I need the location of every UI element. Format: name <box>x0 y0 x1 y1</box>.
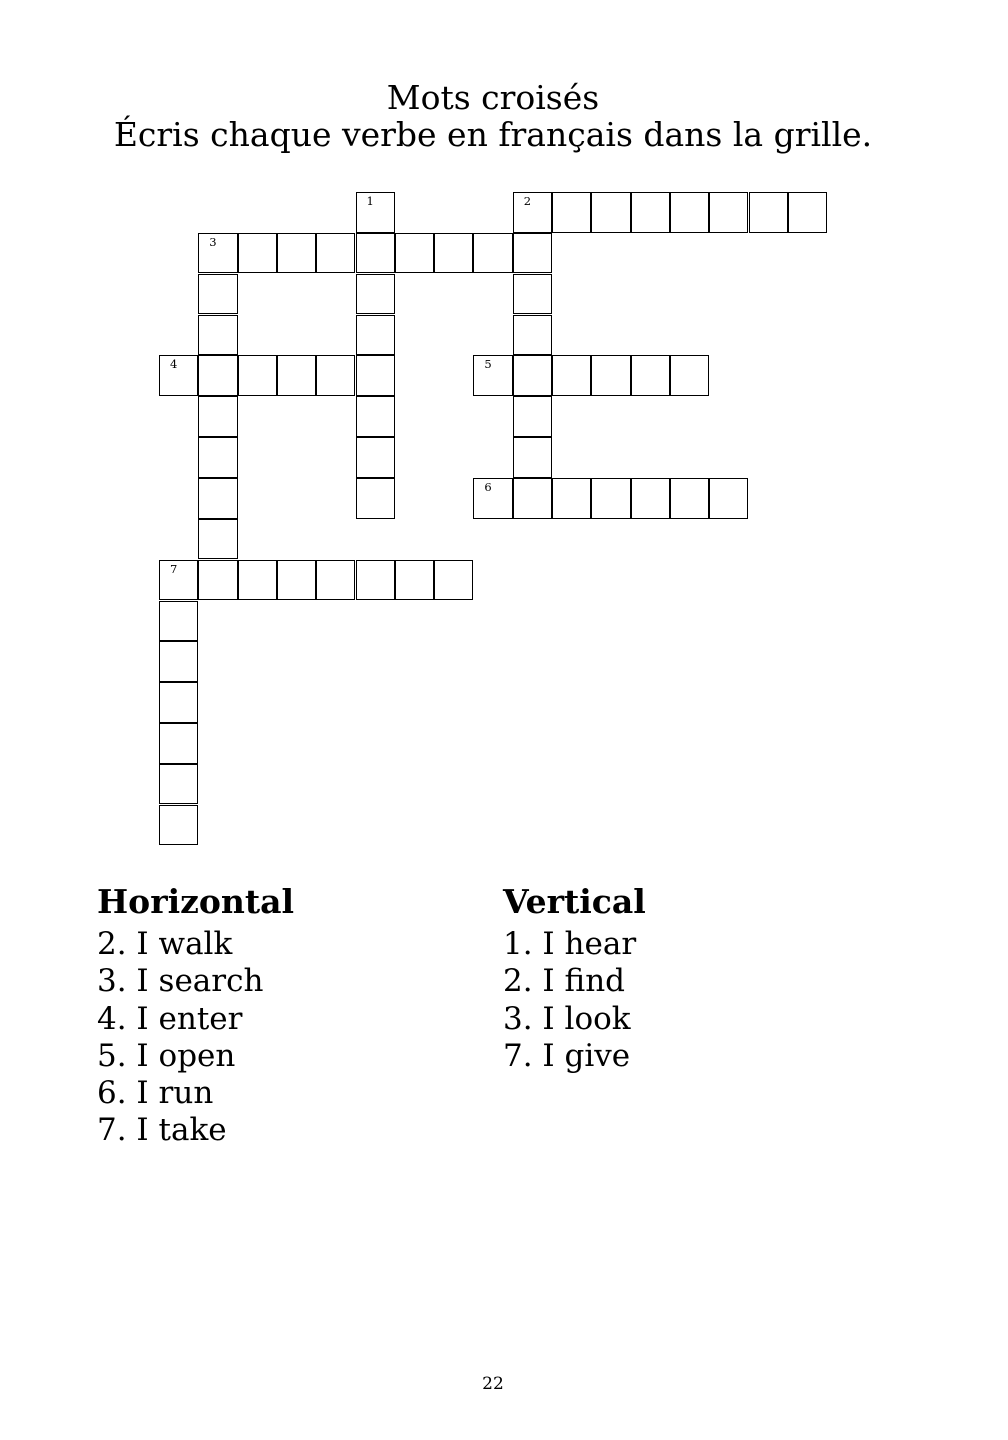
down-heading: Vertical <box>503 882 646 921</box>
grid-cell[interactable] <box>316 355 355 396</box>
grid-cell[interactable] <box>198 274 237 315</box>
grid-cell[interactable] <box>277 233 316 274</box>
grid-cell[interactable] <box>198 519 237 560</box>
grid-cell[interactable] <box>552 478 591 519</box>
across-clues <box>97 884 294 1150</box>
grid-cell[interactable] <box>198 315 237 356</box>
grid-cell[interactable] <box>238 355 277 396</box>
grid-cell[interactable] <box>513 192 552 233</box>
down-clue: 2. I find <box>503 963 626 1000</box>
grid-cell[interactable] <box>709 192 748 233</box>
grid-cell[interactable] <box>631 478 670 519</box>
grid-cell[interactable] <box>159 682 198 723</box>
grid-cell[interactable] <box>591 478 630 519</box>
grid-cell[interactable] <box>159 764 198 805</box>
grid-cell[interactable] <box>473 355 512 396</box>
grid-cell[interactable] <box>356 274 395 315</box>
clue-number: 4 <box>170 357 178 372</box>
instructions: Écris chaque verbe en français dans la grille. <box>113 115 873 154</box>
across-clue: 7. I take <box>97 1112 227 1149</box>
down-clue: 7. I give <box>503 1037 631 1074</box>
grid-cell[interactable] <box>434 233 473 274</box>
grid-cell[interactable] <box>356 560 395 601</box>
grid-cell[interactable] <box>316 560 355 601</box>
grid-cell[interactable] <box>513 274 552 315</box>
grid-cell[interactable] <box>434 560 473 601</box>
grid-cell[interactable] <box>513 437 552 478</box>
grid-cell[interactable] <box>591 355 630 396</box>
grid-cell[interactable] <box>356 233 395 274</box>
down-clue: 3. I look <box>503 1000 631 1037</box>
across-clue: 2. I walk <box>97 926 233 962</box>
grid-cell[interactable] <box>159 355 198 396</box>
grid-cell[interactable] <box>395 233 434 274</box>
grid-cell[interactable] <box>159 601 198 642</box>
grid-cell[interactable] <box>749 192 788 233</box>
clue-number: 7 <box>170 561 178 576</box>
grid-cell[interactable] <box>356 478 395 519</box>
grid-cell[interactable] <box>513 478 552 519</box>
grid-cell[interactable] <box>356 192 395 233</box>
across-clue: 6. I run <box>97 1075 214 1112</box>
grid-cell[interactable] <box>788 192 827 233</box>
grid-cell[interactable] <box>513 233 552 274</box>
grid-cell[interactable] <box>670 478 709 519</box>
grid-cell[interactable] <box>356 396 395 437</box>
grid-cell[interactable] <box>631 192 670 233</box>
grid-cell[interactable] <box>238 560 277 601</box>
grid-cell[interactable] <box>198 437 237 478</box>
clue-number: 2 <box>523 194 532 208</box>
page-title: Mots croisés <box>386 78 600 117</box>
down-clue: 1. I hear <box>503 926 637 962</box>
clue-number: 6 <box>484 479 492 494</box>
grid-cell[interactable] <box>473 233 512 274</box>
grid-cell[interactable] <box>198 233 237 274</box>
across-clue: 4. I enter <box>97 1000 243 1037</box>
grid-cell[interactable] <box>552 192 591 233</box>
down-clues <box>503 884 646 1075</box>
grid-cell[interactable] <box>670 192 709 233</box>
grid-cell[interactable] <box>709 478 748 519</box>
grid-cell[interactable] <box>670 355 709 396</box>
grid-cell[interactable] <box>591 192 630 233</box>
grid-cell[interactable] <box>277 355 316 396</box>
grid-cell[interactable] <box>198 478 237 519</box>
grid-cell[interactable] <box>159 641 198 682</box>
clue-number: 1 <box>366 194 374 208</box>
grid-cell[interactable] <box>238 233 277 274</box>
grid-cell[interactable] <box>473 478 512 519</box>
clue-number: 3 <box>209 234 217 249</box>
grid-cell[interactable] <box>198 355 237 396</box>
grid-cell[interactable] <box>159 805 198 846</box>
across-heading: Horizontal <box>97 882 295 921</box>
clue-number: 5 <box>484 357 492 372</box>
across-clue: 5. I open <box>97 1037 236 1074</box>
grid-cell[interactable] <box>277 560 316 601</box>
grid-cell[interactable] <box>552 355 591 396</box>
grid-cell[interactable] <box>159 560 198 601</box>
grid-cell[interactable] <box>198 396 237 437</box>
grid-cell[interactable] <box>513 315 552 356</box>
across-clue: 3. I search <box>97 963 264 1000</box>
grid-cell[interactable] <box>316 233 355 274</box>
grid-cell[interactable] <box>159 723 198 764</box>
grid-cell[interactable] <box>356 315 395 356</box>
grid-cell[interactable] <box>513 355 552 396</box>
grid-cell[interactable] <box>631 355 670 396</box>
grid-cell[interactable] <box>513 396 552 437</box>
grid-cell[interactable] <box>356 437 395 478</box>
grid-cell[interactable] <box>395 560 434 601</box>
grid-cell[interactable] <box>198 560 237 601</box>
grid-cell[interactable] <box>356 355 395 396</box>
page-number: 22 <box>482 1374 504 1394</box>
